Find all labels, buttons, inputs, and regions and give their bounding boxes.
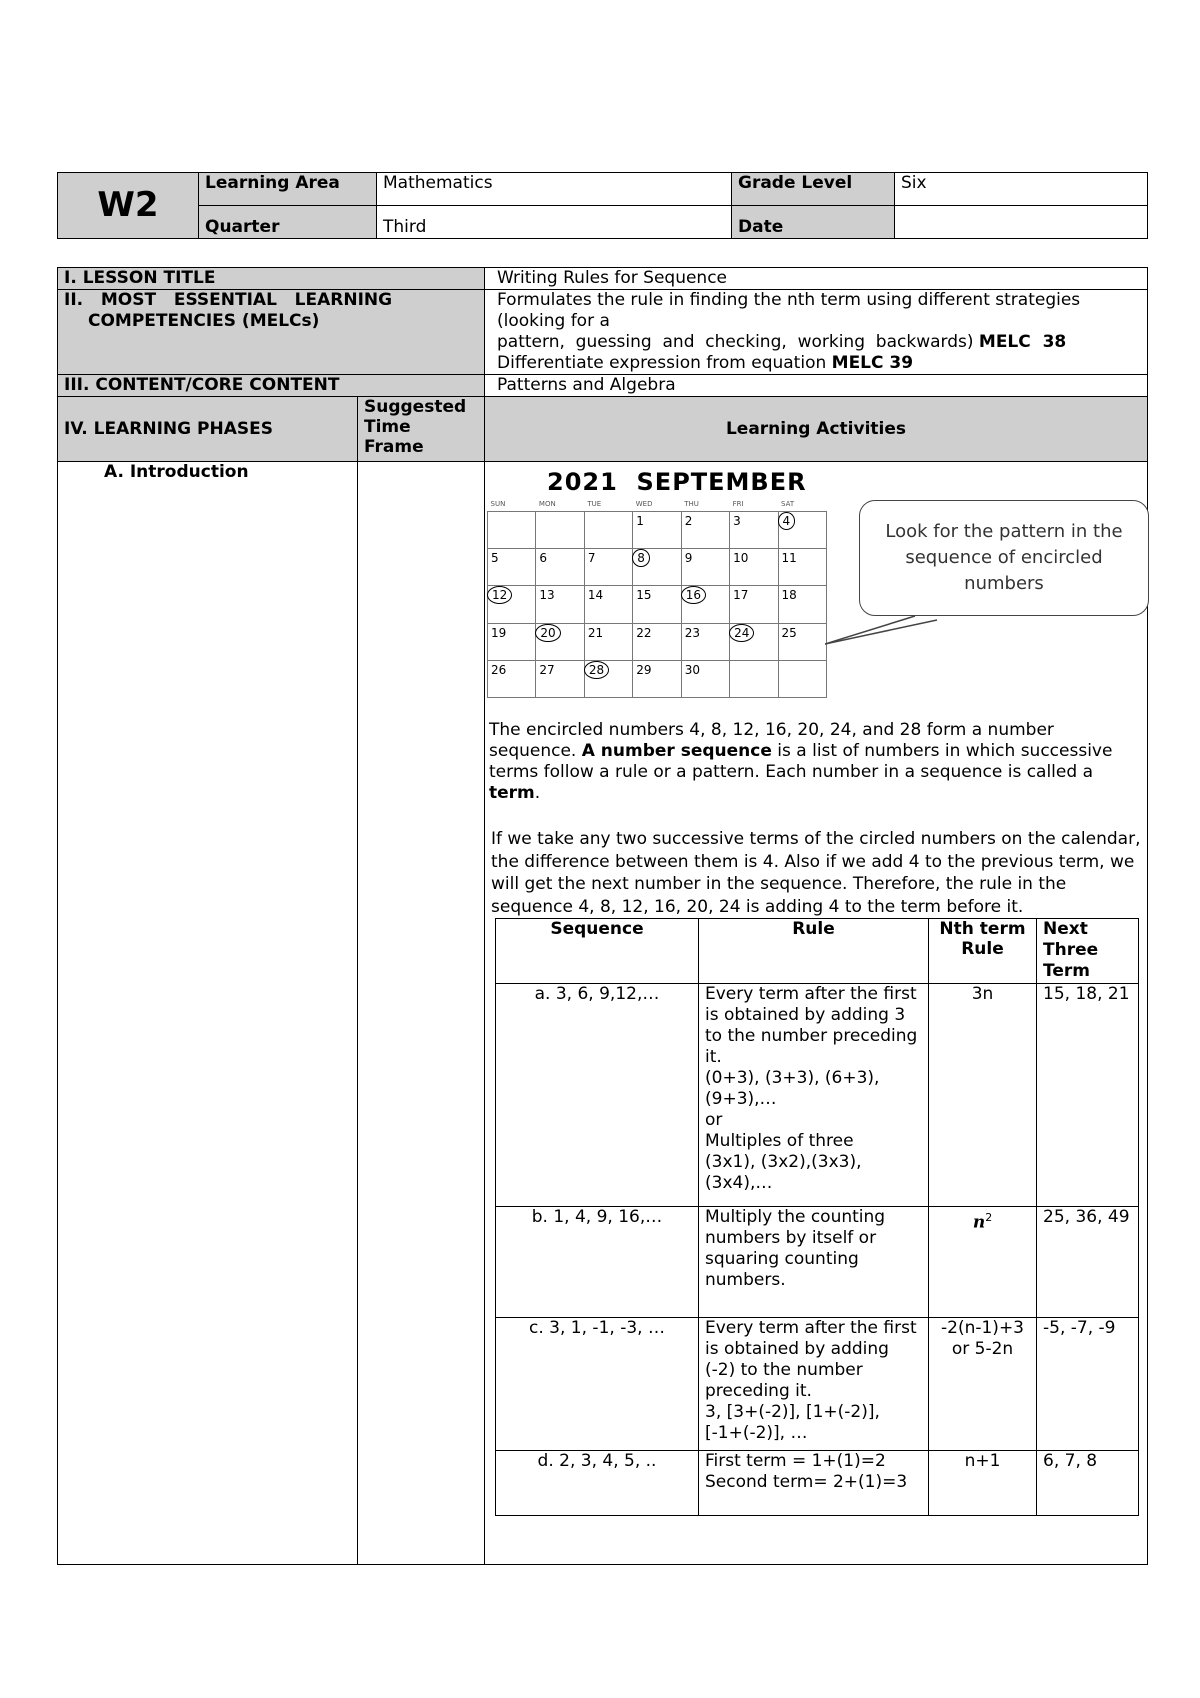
lesson-title-label: I. LESSON TITLE	[58, 268, 485, 290]
table-row	[496, 1451, 1139, 1516]
circled-day: 20	[535, 624, 560, 642]
lesson-title-value: Writing Rules for Sequence	[485, 268, 1148, 290]
callout-tail-icon	[825, 612, 945, 652]
calendar-day: 25	[778, 623, 826, 660]
melc-value: Formulates the rule in finding the nth term using different strategies (looking for a pattern, guessing and checking, working backwards) MELC 38 Differentiate expression from equation MELC 39	[485, 290, 1148, 375]
day-header: FRI	[730, 498, 778, 511]
lesson-table	[57, 267, 1148, 1565]
circled-day: 4	[778, 512, 796, 530]
time-frame-header: Suggested Time Frame	[358, 397, 485, 462]
calendar-figure	[487, 462, 1147, 712]
date-label: Date	[732, 206, 895, 239]
calendar-day	[488, 586, 536, 623]
calendar-day: 3	[730, 511, 778, 548]
calendar-day: 7	[584, 549, 632, 586]
calendar-day	[536, 623, 584, 660]
calendar-day: 22	[633, 623, 681, 660]
calendar-day: 9	[681, 549, 729, 586]
calendar-day: 21	[584, 623, 632, 660]
activities-header: Learning Activities	[485, 397, 1148, 462]
introduction-label: A. Introduction	[58, 462, 358, 1565]
seq-next: 6, 7, 8	[1037, 1451, 1139, 1516]
day-header: SAT	[778, 498, 826, 511]
day-header: TUE	[584, 498, 632, 511]
table-row	[496, 984, 1139, 1207]
seq-nth: 3n	[929, 984, 1037, 1207]
calendar-day: 14	[584, 586, 632, 623]
seq-header-next: Next Three Term	[1037, 919, 1139, 984]
calendar-day: 26	[488, 660, 536, 697]
calendar-day: 11	[778, 549, 826, 586]
calendar-grid	[487, 498, 827, 698]
seq-next: 25, 36, 49	[1037, 1207, 1139, 1318]
day-header: MON	[536, 498, 584, 511]
seq-next: -5, -7, -9	[1037, 1318, 1139, 1451]
seq-value: a. 3, 6, 9,12,…	[496, 984, 699, 1207]
header-table	[57, 172, 1148, 239]
seq-next: 15, 18, 21	[1037, 984, 1139, 1207]
calendar-day: 18	[778, 586, 826, 623]
calendar-day	[584, 660, 632, 697]
explanation-paragraph: If we take any two successive terms of the circled numbers on the calendar, the difference between them is 4. Also if we add 4 to the previous term, we will get the next number in the sequence. Therefore, the rule in the sequence 4, 8, 12, 16, 20, 24 is adding 4 to the term before it.	[491, 829, 1141, 917]
seq-nth: $n^2$	[929, 1207, 1037, 1318]
phases-header: IV. LEARNING PHASES	[58, 397, 358, 462]
seq-header-rule: Rule	[699, 919, 929, 984]
grade-level-value: Six	[895, 173, 1148, 206]
calendar-day	[681, 586, 729, 623]
circled-day: 16	[681, 586, 706, 604]
date-value	[895, 206, 1148, 239]
sequence-table-wrap	[487, 918, 1147, 1516]
circled-day: 12	[487, 586, 512, 604]
seq-nth: n+1	[929, 1451, 1037, 1516]
table-row	[496, 1207, 1139, 1318]
time-frame-cell	[358, 462, 485, 1565]
sequence-table	[495, 918, 1139, 1516]
calendar-title: 2021 SEPTEMBER	[547, 468, 807, 496]
calendar-day: 15	[633, 586, 681, 623]
circled-day: 8	[632, 549, 650, 567]
melc-label: II. MOST ESSENTIAL LEARNING COMPETENCIES (MELCs)	[58, 290, 485, 375]
calendar-day	[633, 549, 681, 586]
calendar-day: 2	[681, 511, 729, 548]
calendar-day: 1	[633, 511, 681, 548]
content-label: III. CONTENT/CORE CONTENT	[58, 375, 485, 397]
table-row	[496, 1318, 1139, 1451]
seq-header-nth: Nth term Rule	[929, 919, 1037, 984]
calendar-day: 10	[730, 549, 778, 586]
quarter-label: Quarter	[199, 206, 377, 239]
day-header: SUN	[488, 498, 536, 511]
calendar-day	[730, 660, 778, 697]
calendar-day	[584, 511, 632, 548]
calendar-day	[778, 511, 826, 548]
calendar-day: 5	[488, 549, 536, 586]
day-header: THU	[681, 498, 729, 511]
seq-value: c. 3, 1, -1, -3, …	[496, 1318, 699, 1451]
calendar-day	[778, 660, 826, 697]
seq-header-sequence: Sequence	[496, 919, 699, 984]
content-value: Patterns and Algebra	[485, 375, 1148, 397]
calendar-day: 6	[536, 549, 584, 586]
learning-area-value: Mathematics	[377, 173, 732, 206]
seq-value: d. 2, 3, 4, 5, ..	[496, 1451, 699, 1516]
calendar-day	[730, 623, 778, 660]
circled-day: 28	[584, 661, 609, 679]
calendar-day: 17	[730, 586, 778, 623]
calendar-day: 13	[536, 586, 584, 623]
seq-rule: Every term after the first is obtained by adding 3 to the number preceding it. (0+3), (3+3), (6+3), (9+3),… or Multiples of three (3x1), (3x2),(3x3), (3x4),…	[699, 984, 929, 1207]
seq-rule: Multiply the counting numbers by itself or squaring counting numbers.	[699, 1207, 929, 1318]
day-header: WED	[633, 498, 681, 511]
learning-area-label: Learning Area	[199, 173, 377, 206]
calendar-day	[536, 511, 584, 548]
calendar-day: 23	[681, 623, 729, 660]
definition-paragraph: The encircled numbers 4, 8, 12, 16, 20, 24, and 28 form a number sequence. A number sequence is a list of numbers in which successive terms follow a rule or a pattern. Each number in a sequence is called a term.	[489, 720, 1113, 803]
activities-cell	[485, 462, 1148, 1565]
calendar-day	[488, 511, 536, 548]
quarter-value: Third	[377, 206, 732, 239]
grade-level-label: Grade Level	[732, 173, 895, 206]
calendar-day: 19	[488, 623, 536, 660]
seq-value: b. 1, 4, 9, 16,…	[496, 1207, 699, 1318]
seq-rule: Every term after the first is obtained by adding (-2) to the number preceding it. 3, [3+(-2)], [1+(-2)], [-1+(-2)], …	[699, 1318, 929, 1451]
calendar-day: 30	[681, 660, 729, 697]
calendar-day: 27	[536, 660, 584, 697]
calendar-day: 29	[633, 660, 681, 697]
circled-day: 24	[729, 624, 754, 642]
week-label: W2	[58, 173, 199, 239]
callout-bubble: Look for the pattern in the sequence of encircled numbers	[859, 500, 1149, 616]
seq-nth: -2(n-1)+3 or 5-2n	[929, 1318, 1037, 1451]
seq-rule: First term = 1+(1)=2 Second term= 2+(1)=3	[699, 1451, 929, 1516]
